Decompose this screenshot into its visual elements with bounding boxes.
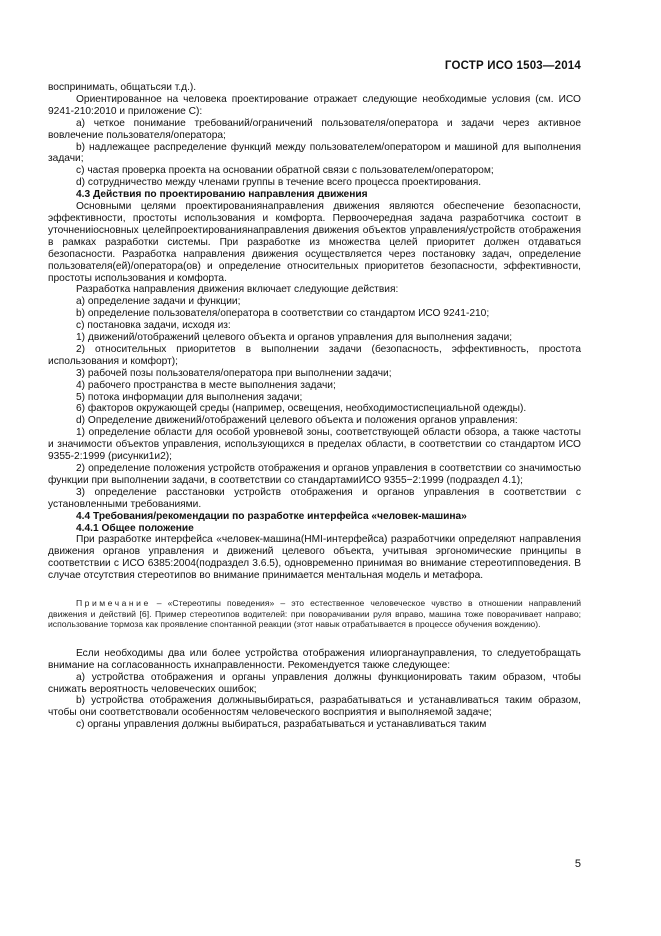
section-heading: 4.4 Требования/рекомендации по разработке интерфейса «человек-машина»	[76, 510, 467, 522]
paragraph: Разработка направления движения включает следующие действия:	[76, 284, 399, 296]
list-item: 3) рабочей позы пользователя/оператора при выполнении задачи;	[76, 367, 392, 379]
note	[48, 598, 581, 630]
list-item: b) устройства отображения должнывыбираться, разрабатываться и устанавливаться таким образом, чтобы они соответствовали особенностям человеческого восприятия и выполняемой задаче;	[48, 695, 581, 719]
list-item: 5) потока информации для выполнения задачи;	[76, 391, 303, 403]
list-item: c) частая проверка проекта на основании обратной связи с пользователем/оператором;	[76, 165, 494, 177]
list-item: c) постановка задачи, исходя из:	[76, 320, 231, 332]
paragraph: воспринимать, общатьсяи т.д.).	[48, 82, 197, 93]
section-heading: 4.3 Действия по проектированию направления движения	[76, 189, 368, 201]
list-item: 2) относительных приоритетов в выполнении задачи (безопасность, эффективность, простота использования и комфорт);	[48, 343, 581, 367]
note-label: Примечание	[76, 598, 151, 609]
paragraph: Если необходимы два или более устройства отображения илиорганауправления, то следуетобращать внимание на согласованность ихнаправленности. Рекомендуется также следующее:	[48, 647, 581, 671]
document-header: ГОСТР ИСО 1503—2014	[444, 60, 581, 72]
page-number: 5	[574, 858, 581, 870]
list-item: b) определение пользователя/оператора в соответствии со стандартом ИСО 9241-210;	[76, 308, 490, 320]
list-item: 2) определение положения устройств отображения и органов управления в соответствии со значимостью функции при выполнении задачи, в соответствии со стандартамиИСО 9355−2:1999 (подраздел 4.1);	[48, 463, 581, 486]
paragraph: При разработке интерфейса «человек-машина(HMI-интерфейса) разработчики определяют направления движения органов управления и движений целевого объекта, учитывая эргономические принципы в соответствии с ИСО 6385:2004(подраздел 3.6.5), одновременно принимая во внимание стереотипповедения. В случае отсутствия стереотипов во внимание принимается ментальная модель и метафора.	[48, 534, 581, 582]
subsection-heading: 4.4.1 Общее положение	[76, 522, 194, 534]
paragraph: Основными целями проектированиянаправления движения являются обеспечение безопасности, эффективности, простоты использования и комфорта. Первоочередная задача разработчика состоит в уточнениiосновных целейпроектированиянаправления движения объектов управления/устройств отображения в рамках разработки системы. При разработке из множества целей приоритет должен отдаваться безопасности. Разработка направления движения осуществляется через постановку задач, определение пользователя(ей)/оператора(ов) и определение относительных приоритетов безопасности, эффективности, простоты использования и комфорта.	[48, 201, 581, 284]
list-item: 4) рабочего пространства в месте выполнения задачи;	[76, 379, 336, 391]
list-item: а) четкое понимание требований/ограничений пользователя/оператора и задачи через активное вовлечение пользователя/оператора;	[48, 117, 581, 141]
list-item: а) устройства отображения и органы управления должны функционировать таким образом, чтобы снижать вероятность человеческих ошибок;	[48, 671, 581, 695]
list-item: b) надлежащее распределение функций между пользователем/оператором и машиной для выполнения задачи;	[48, 141, 581, 165]
note-text: – «Стереотипы поведения» – это естественное человеческое чувство в отношении направлений движения и действий [6]. Пример стереотипов водителей: при поворачивании руля вправо, машина тоже поворачивает направо; использование тормоза как проявление спонтанной реакции (этот навык отрабатывается в процессе обучения вождению).	[48, 598, 581, 630]
list-item: d) Определение движений/отображений целевого объекта и положения органов управления:	[76, 415, 518, 427]
list-item: c) органы управления должны выбираться, разрабатываться и устанавливаться таким	[76, 719, 487, 731]
list-item: 6) факторов окружающей среды (например, освещения, необходимостиспециальной одежды).	[76, 403, 527, 415]
list-item: 1) движений/отображений целевого объекта и органов управления для выполнения задачи;	[76, 332, 513, 344]
list-item: 3) определение расстановки устройств отображения и органов управления в соответствии с установленными требованиями.	[48, 486, 581, 510]
list-item: d) сотрудничество между членами группы в течение всего процесса проектирования.	[76, 177, 482, 189]
paragraph: Ориентированное на человека проектирование отражает следующие необходимые условия (см. ИСО 9241-210:2010 и приложение С):	[48, 93, 581, 117]
page-body	[48, 82, 581, 731]
list-item: а) определение задачи и функции;	[76, 296, 241, 308]
list-item: 1) определение области для особой уровневой зоны, соответствующей области обзора, а также частоты и значимости объектов управления, использующихся в пределах области, в соответствии со стандартом ИСО 9355-2:1999 (рисунки1и2);	[48, 427, 581, 463]
